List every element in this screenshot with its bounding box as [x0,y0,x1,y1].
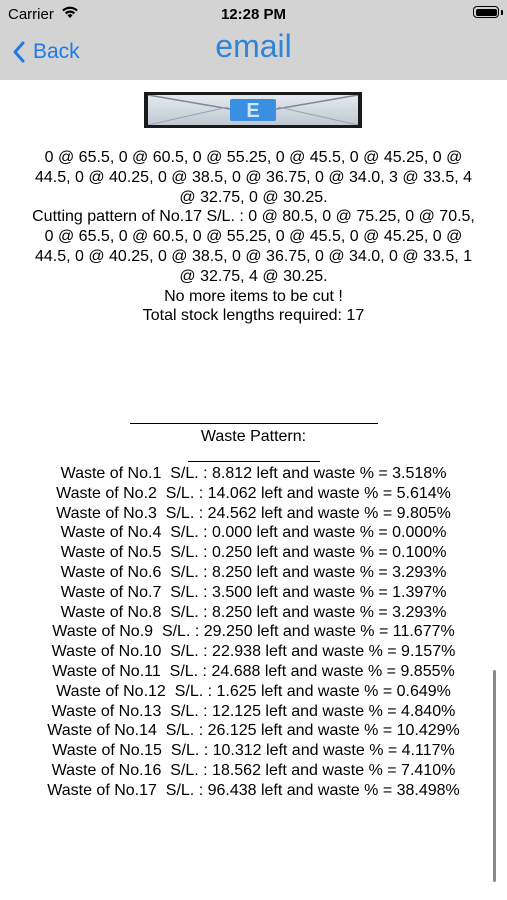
cutting-line: 0 @ 65.5, 0 @ 60.5, 0 @ 55.25, 0 @ 45.5, 0 @ 45.25, 0 @ [44,228,463,246]
logo-letter: E [246,100,260,122]
envelope-icon [148,95,358,125]
status-time: 12:28 PM [220,6,287,23]
waste-row: Waste of No.13 S/L. : 12.125 left and waste % = 4.840% [51,702,456,720]
waste-row: Waste of No.16 S/L. : 18.562 left and waste % = 7.410% [51,761,456,779]
cutting-line: 44.5, 0 @ 40.25, 0 @ 38.5, 0 @ 36.75, 0 @ 34.0, 0 @ 33.5, 1 [34,247,473,265]
waste-list [0,464,507,801]
waste-row: Waste of No.7 S/L. : 3.500 left and waste % = 1.397% [60,583,447,601]
total-stock-text: Total stock lengths required: 17 [142,307,365,325]
divider-top [130,423,378,424]
cutting-line: 44.5, 0 @ 40.25, 0 @ 38.5, 0 @ 36.75, 0 @ 34.0, 3 @ 33.5, 4 [34,168,473,186]
cutting-pattern-text [0,148,507,326]
vertical-scrollbar[interactable] [493,670,496,882]
divider-bottom [188,461,320,462]
cutting-line: 0 @ 65.5, 0 @ 60.5, 0 @ 55.25, 0 @ 45.5, 0 @ 45.25, 0 @ [44,149,463,166]
waste-row: Waste of No.1 S/L. : 8.812 left and waste % = 3.518% [60,465,447,482]
cutting-line: @ 32.75, 4 @ 30.25. [179,267,328,285]
cutting-line: Cutting pattern of No.17 S/L. : 0 @ 80.5, 0 @ 75.25, 0 @ 70.5, [32,208,475,226]
waste-row: Waste of No.12 S/L. : 1.625 left and waste % = 0.649% [56,682,451,700]
waste-row: Waste of No.15 S/L. : 10.312 left and waste % = 4.117% [52,742,455,760]
battery-icon [473,6,499,18]
waste-row: Waste of No.5 S/L. : 0.250 left and waste % = 0.100% [60,544,447,562]
waste-row: Waste of No.4 S/L. : 0.000 left and waste % = 0.000% [60,524,447,542]
cutting-line: @ 32.75, 0 @ 30.25. [179,188,328,206]
carrier-label: Carrier [8,6,54,23]
email-logo-banner [144,92,362,128]
battery-tip [501,10,503,15]
back-label: Back [33,40,80,63]
page-title: email [215,28,292,64]
waste-row: Waste of No.14 S/L. : 26.125 left and waste % = 10.429% [47,722,460,740]
waste-row: Waste of No.10 S/L. : 22.938 left and waste % = 9.157% [51,643,456,661]
waste-row: Waste of No.6 S/L. : 8.250 left and waste % = 3.293% [60,563,447,581]
waste-pattern-heading: Waste Pattern: [200,428,307,445]
navigation-bar [0,0,507,80]
waste-row: Waste of No.2 S/L. : 14.062 left and waste % = 5.614% [56,484,451,502]
status-bar [0,0,507,28]
waste-row: Waste of No.8 S/L. : 8.250 left and waste % = 3.293% [60,603,447,621]
no-more-items-text: No more items to be cut ! [164,287,343,305]
waste-row: Waste of No.9 S/L. : 29.250 left and waste % = 11.677% [52,623,455,641]
waste-row: Waste of No.17 S/L. : 96.438 left and waste % = 38.498% [47,781,460,799]
waste-row: Waste of No.11 S/L. : 24.688 left and waste % = 9.855% [52,662,455,680]
waste-row: Waste of No.3 S/L. : 24.562 left and waste % = 9.805% [56,504,451,522]
